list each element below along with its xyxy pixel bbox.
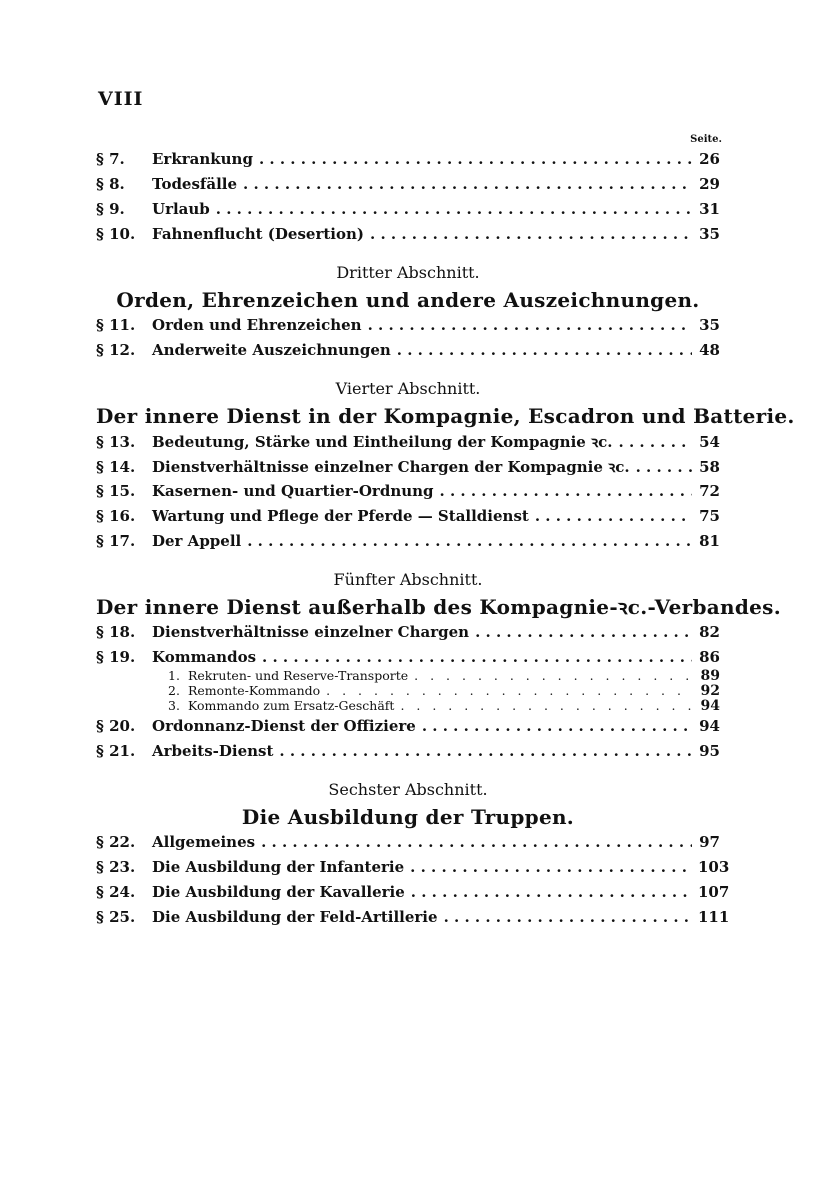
- entry-title: Todesfälle: [152, 175, 238, 193]
- section-label: Dritter Abschnitt.: [336, 263, 480, 282]
- section-number: § 25.: [96, 908, 136, 926]
- subentry-title: Rekruten- und Reserve-Transporte: [188, 668, 409, 683]
- entry-title: Allgemeines: [152, 833, 256, 851]
- entry-page: 94: [699, 717, 720, 735]
- dot-leader: [259, 150, 692, 168]
- subentry-page: 89: [700, 668, 720, 684]
- entry-title: Dienstverhältnisse einzelner Chargen der Kompagnie ꝛc.: [152, 458, 630, 476]
- entry-page: 81: [699, 532, 720, 550]
- section-number: § 21.: [96, 742, 136, 760]
- entry-page: 35: [699, 225, 720, 243]
- dot-leader: [422, 717, 692, 735]
- section-number: § 12.: [96, 341, 136, 359]
- dot-leader: [368, 316, 692, 334]
- page-column-label: Seite.: [690, 134, 722, 145]
- entry-title: Arbeits-Dienst: [152, 742, 274, 760]
- section-number: § 24.: [96, 883, 136, 901]
- entry-title: Erkrankung: [152, 150, 253, 168]
- section-number: § 17.: [96, 532, 136, 550]
- subentry-number: 2.: [168, 683, 180, 698]
- entry-page: 107: [698, 883, 730, 901]
- section-number: § 18.: [96, 623, 136, 641]
- entry-page: 72: [699, 482, 720, 500]
- entry-page: 58: [699, 458, 720, 476]
- toc-entry: [96, 648, 720, 668]
- toc-entry: [96, 532, 720, 557]
- dot-leader: [619, 433, 692, 451]
- section-heading: Der innere Dienst in der Kompagnie, Escadron und Batterie.: [96, 404, 795, 428]
- section-number: § 9.: [96, 200, 125, 218]
- entry-title: Anderweite Auszeichnungen: [152, 341, 391, 359]
- dot-leader: [636, 458, 692, 476]
- entry-page: 31: [699, 200, 720, 218]
- page-number: VIII: [98, 88, 144, 110]
- entry-title: Kommandos: [152, 648, 257, 666]
- dot-leader: [279, 742, 692, 760]
- toc-entry: [96, 457, 720, 482]
- toc-entry: [96, 200, 720, 225]
- entry-title: Die Ausbildung der Kavallerie: [152, 883, 405, 901]
- section-number: § 23.: [96, 858, 136, 876]
- subentry-page: 94: [700, 698, 720, 714]
- toc-entry: [96, 883, 730, 908]
- section-label: Fünfter Abschnitt.: [333, 570, 483, 589]
- section-number: § 7.: [96, 150, 125, 168]
- section-number: § 22.: [96, 833, 136, 851]
- entry-title: Der Appell: [152, 532, 242, 550]
- dot-leader: [261, 833, 692, 851]
- subentry-title: Kommando zum Ersatz-Geschäft: [188, 698, 395, 713]
- section-number: § 13.: [96, 433, 136, 451]
- toc-subentry: [96, 698, 720, 713]
- dot-leader: [414, 668, 692, 683]
- dot-leader: [411, 883, 692, 901]
- entry-page: 95: [699, 742, 720, 760]
- entry-page: 97: [699, 833, 720, 851]
- dot-leader: [243, 175, 692, 193]
- dot-leader: [440, 482, 692, 500]
- toc-entry: [96, 175, 720, 200]
- section-number: § 11.: [96, 316, 136, 334]
- dot-leader: [216, 200, 692, 218]
- section-heading: Die Ausbildung der Truppen.: [241, 805, 575, 829]
- entry-title: Die Ausbildung der Feld-Artillerie: [152, 908, 438, 926]
- entry-page: 54: [699, 433, 720, 451]
- section-number: § 8.: [96, 175, 125, 193]
- entry-title: Die Ausbildung der Infanterie: [152, 858, 405, 876]
- entry-page: 103: [698, 858, 730, 876]
- toc-entry: [96, 225, 720, 250]
- dot-leader: [535, 507, 692, 525]
- entry-title: Urlaub: [152, 200, 210, 218]
- subentry-page: 92: [700, 683, 720, 699]
- dot-leader: [475, 623, 692, 641]
- dot-leader: [444, 908, 692, 926]
- section-heading: Orden, Ehrenzeichen und andere Auszeichnungen.: [116, 288, 700, 312]
- toc-entry: [96, 507, 720, 532]
- section-number: § 14.: [96, 458, 136, 476]
- toc-entry: [96, 150, 720, 175]
- entry-title: Orden und Ehrenzeichen: [152, 316, 362, 334]
- entry-title: Dienstverhältnisse einzelner Chargen: [152, 623, 470, 641]
- entry-page: 82: [699, 623, 720, 641]
- entry-title: Ordonnanz-Dienst der Offiziere: [152, 717, 416, 735]
- section-number: § 20.: [96, 717, 136, 735]
- toc-entry: [96, 717, 720, 742]
- toc-entry: [96, 742, 720, 767]
- toc-subentry: [96, 683, 720, 698]
- toc-entry: [96, 316, 720, 341]
- entry-page: 35: [699, 316, 720, 334]
- entry-page: 111: [698, 908, 730, 926]
- dot-leader: [400, 698, 692, 713]
- entry-page: 86: [699, 648, 720, 666]
- dot-leader: [326, 683, 692, 698]
- entry-title: Kasernen- und Quartier-Ordnung: [152, 482, 434, 500]
- subentry-title: Remonte-Kommando: [188, 683, 321, 698]
- section-label: Sechster Abschnitt.: [328, 780, 488, 799]
- entry-title: Bedeutung, Stärke und Eintheilung der Kompagnie ꝛc.: [152, 433, 613, 451]
- section-number: § 15.: [96, 482, 136, 500]
- subentry-number: 1.: [168, 668, 180, 683]
- subentry-number: 3.: [168, 698, 180, 713]
- toc-entry: [96, 833, 720, 858]
- entry-page: 29: [699, 175, 720, 193]
- entry-page: 26: [699, 150, 720, 168]
- toc-entry: [96, 341, 720, 366]
- dot-leader: [397, 341, 692, 359]
- toc-entry: [96, 908, 730, 933]
- section-number: § 10.: [96, 225, 136, 243]
- entry-page: 48: [699, 341, 720, 359]
- entry-page: 75: [699, 507, 720, 525]
- dot-leader: [247, 532, 692, 550]
- toc-subentry: [96, 668, 720, 683]
- section-number: § 19.: [96, 648, 136, 666]
- section-label: Vierter Abschnitt.: [335, 379, 481, 398]
- dot-leader: [370, 225, 692, 243]
- section-number: § 16.: [96, 507, 136, 525]
- entry-title: Wartung und Pflege der Pferde — Stalldienst: [152, 507, 529, 525]
- table-of-contents: [96, 150, 795, 933]
- dot-leader: [262, 648, 692, 666]
- dot-leader: [410, 858, 692, 876]
- entry-title: Fahnenflucht (Desertion): [152, 225, 364, 243]
- toc-entry: [96, 432, 720, 457]
- toc-entry: [96, 482, 720, 507]
- toc-entry: [96, 858, 730, 883]
- toc-entry: [96, 623, 720, 648]
- section-heading: Der innere Dienst außerhalb des Kompagnie-ꝛc.-Verbandes.: [96, 595, 781, 619]
